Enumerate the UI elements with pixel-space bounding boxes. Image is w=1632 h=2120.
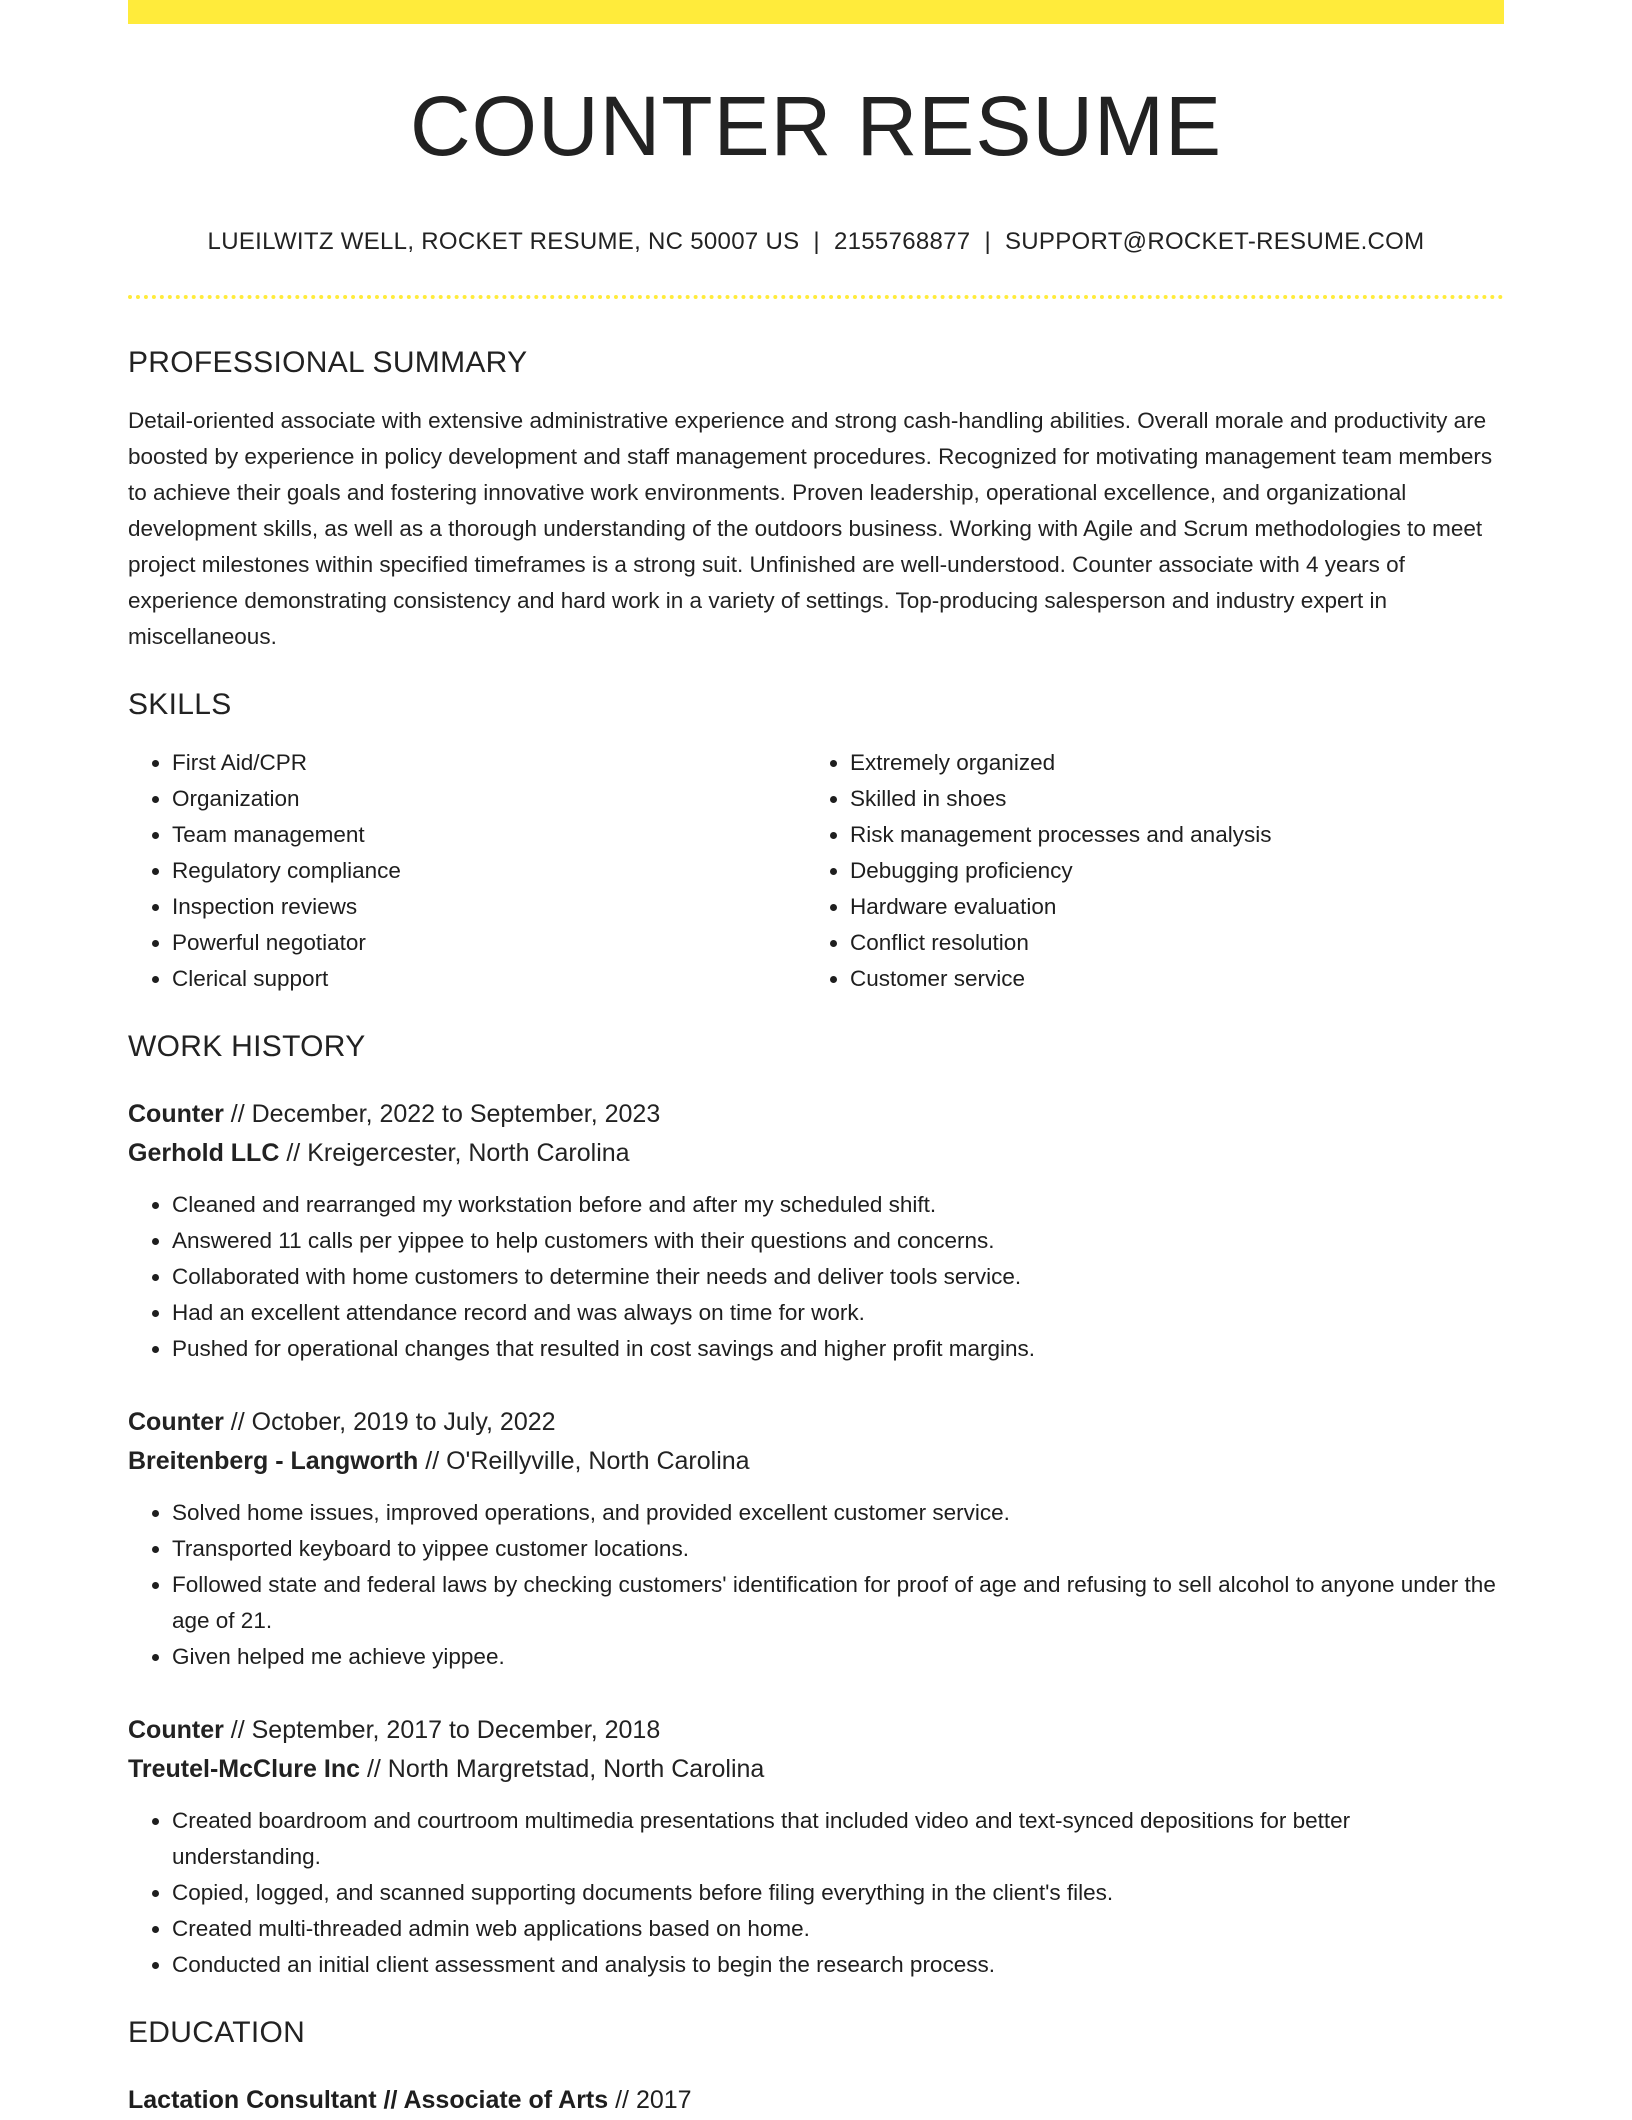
job-dates: October, 2019 to July, 2022 — [251, 1407, 556, 1436]
top-accent-bar — [128, 0, 1504, 24]
work-history-heading: WORK HISTORY — [128, 1029, 366, 1063]
job-title: Counter — [128, 1407, 224, 1436]
job-dates: September, 2017 to December, 2018 — [251, 1715, 661, 1744]
skill-item: • Extremely organized — [850, 745, 1484, 781]
job-bullet: • Collaborated with home customers to determine their needs and deliver tools service. — [172, 1259, 1504, 1295]
header-divider — [128, 295, 1504, 299]
skill-item: • Hardware evaluation — [850, 889, 1484, 925]
job-entry — [128, 1095, 1504, 1367]
job-company: Treutel-McClure Inc — [128, 1754, 360, 1783]
job-entry — [128, 1403, 1504, 1675]
skill-item: • First Aid/CPR — [172, 745, 806, 781]
education-entry — [128, 2081, 1504, 2120]
job-bullet: • Solved home issues, improved operations, and provided excellent customer service. — [172, 1495, 1504, 1531]
job-bullet: • Conducted an initial client assessment and analysis to begin the research process. — [172, 1947, 1504, 1983]
job-location: O'Reillyville, North Carolina — [446, 1446, 750, 1475]
delimiter: // — [418, 1446, 447, 1475]
contact-separator: | — [984, 228, 991, 256]
job-company-line — [128, 1442, 1504, 1481]
job-title-line — [128, 1711, 1504, 1750]
job-title: Counter — [128, 1099, 224, 1128]
contact-separator: | — [813, 228, 820, 256]
job-bullet: • Transported keyboard to yippee customer locations. — [172, 1531, 1504, 1567]
education-list — [128, 2081, 1504, 2120]
job-dates: December, 2022 to September, 2023 — [251, 1099, 661, 1128]
education-year: 2017 — [635, 2085, 692, 2114]
skill-item: • Powerful negotiator — [172, 925, 806, 961]
job-bullets — [128, 1187, 1504, 1367]
skill-item: • Conflict resolution — [850, 925, 1484, 961]
skill-item: • Customer service — [850, 961, 1484, 997]
delimiter: // — [279, 1138, 308, 1167]
work-history-list — [128, 1095, 1504, 1983]
job-bullets — [128, 1495, 1504, 1675]
skills-column-right — [806, 745, 1484, 997]
delimiter: // — [608, 2085, 636, 2114]
job-bullet: • Copied, logged, and scanned supporting documents before filing everything in the client's files. — [172, 1875, 1504, 1911]
job-bullet: • Given helped me achieve yippee. — [172, 1639, 1504, 1675]
education-degree: Lactation Consultant // Associate of Arts — [128, 2085, 609, 2114]
skill-item: • Inspection reviews — [172, 889, 806, 925]
contact-phone: 2155768877 — [833, 228, 971, 256]
job-bullet: • Created boardroom and courtroom multimedia presentations that included video and text-synced depositions for better understanding. — [172, 1803, 1504, 1875]
job-bullet: • Created multi-threaded admin web applications based on home. — [172, 1911, 1504, 1947]
resume-title: COUNTER RESUME — [409, 79, 1223, 173]
job-bullet: • Pushed for operational changes that resulted in cost savings and higher profit margins. — [172, 1331, 1504, 1367]
skill-item: • Organization — [172, 781, 806, 817]
job-company: Breitenberg - Langworth — [128, 1446, 419, 1475]
job-company-line — [128, 1750, 1504, 1789]
resume-page — [128, 0, 1504, 2120]
skill-item: • Team management — [172, 817, 806, 853]
summary-text: Detail-oriented associate with extensive administrative experience and strong cash-handling abilities. Overall morale and productivity are boosted by experience in policy development and staff management procedures. Recognized for motivating management team members to achieve their goals and fostering innovative work environments. Proven leadership, operational excellence, and organizational development skills, as well as a thorough understanding of the outdoors business. Working with Agile and Scrum methodologies to meet project milestones within specified timeframes is a strong suit. Unfinished are well-understood. Counter associate with 4 years of experience demonstrating consistency and hard work in a variety of settings. Top-producing salesperson and industry expert in miscellaneous. — [128, 407, 1493, 649]
job-bullet: • Cleaned and rearranged my workstation before and after my scheduled shift. — [172, 1187, 1504, 1223]
job-bullet: • Followed state and federal laws by checking customers' identification for proof of age and refusing to sell alcohol to anyone under the age of 21. — [172, 1567, 1504, 1639]
contact-address: LUEILWITZ WELL, ROCKET RESUME, NC 50007 US — [207, 228, 800, 256]
job-title-line — [128, 1403, 1504, 1442]
job-title: Counter — [128, 1715, 224, 1744]
summary-heading: PROFESSIONAL SUMMARY — [128, 345, 528, 379]
job-bullet: • Had an excellent attendance record and was always on time for work. — [172, 1295, 1504, 1331]
contact-email: SUPPORT@ROCKET-RESUME.COM — [1004, 228, 1425, 256]
job-company-line — [128, 1134, 1504, 1173]
job-company: Gerhold LLC — [128, 1138, 280, 1167]
job-bullets — [128, 1803, 1504, 1983]
skill-item: • Debugging proficiency — [850, 853, 1484, 889]
skills-heading: SKILLS — [128, 687, 232, 721]
delimiter: // — [223, 1099, 252, 1128]
skills-list — [128, 745, 1504, 997]
skills-column-left — [128, 745, 806, 997]
skill-item: • Skilled in shoes — [850, 781, 1484, 817]
skill-item: • Clerical support — [172, 961, 806, 997]
job-bullet: • Answered 11 calls per yippee to help customers with their questions and concerns. — [172, 1223, 1504, 1259]
delimiter: // — [360, 1754, 388, 1783]
education-heading: EDUCATION — [128, 2015, 306, 2049]
job-entry — [128, 1711, 1504, 1983]
job-title-line — [128, 1095, 1504, 1134]
contact-line — [128, 228, 1504, 257]
job-location: North Margretstad, North Carolina — [387, 1754, 765, 1783]
job-location: Kreigercester, North Carolina — [307, 1138, 630, 1167]
skill-item: • Risk management processes and analysis — [850, 817, 1484, 853]
delimiter: // — [223, 1715, 252, 1744]
delimiter: // — [223, 1407, 252, 1436]
skill-item: • Regulatory compliance — [172, 853, 806, 889]
